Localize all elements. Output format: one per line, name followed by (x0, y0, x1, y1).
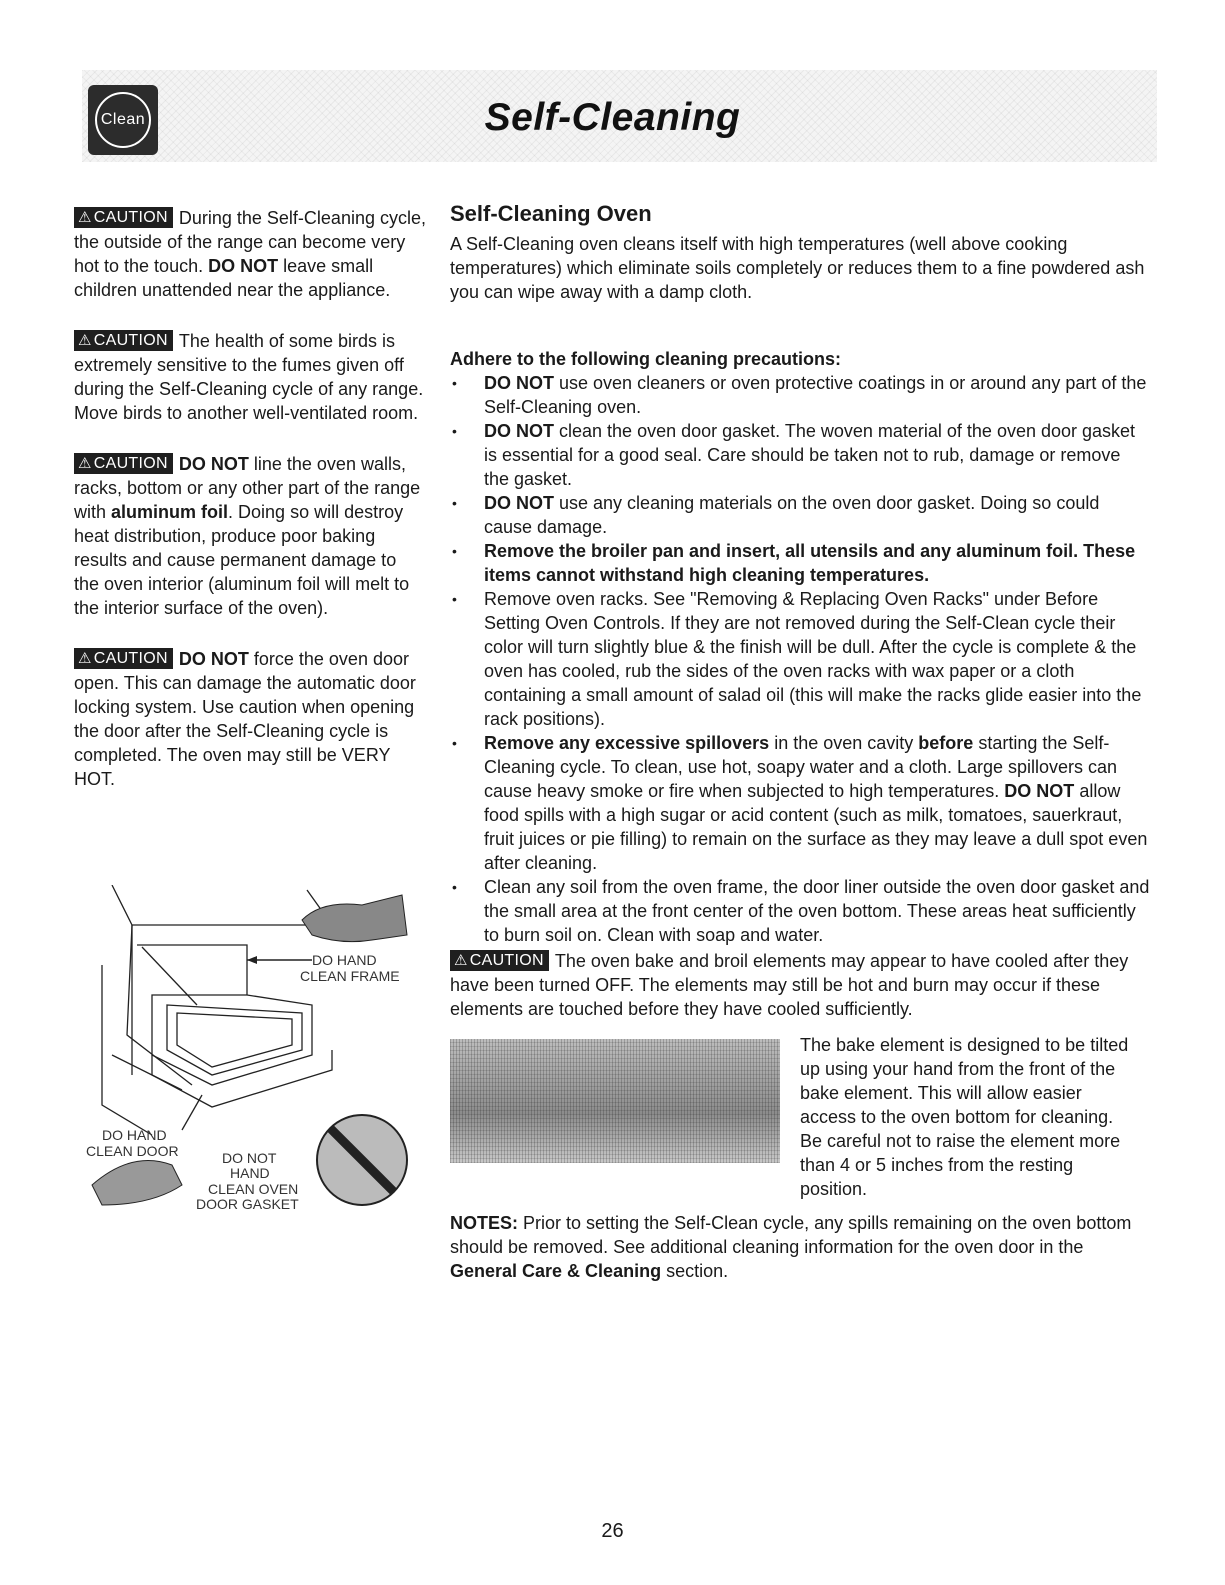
page-number: 26 (601, 1520, 624, 1542)
bake-element-text: The bake element is designed to be tilted up using your hand from the front of the bake element. This will allow easier access to the oven bottom for cleaning. Be careful not to raise the element more than 4 or 5 inches from the resting position. (800, 1035, 1129, 1199)
label-gasket-2: HAND (230, 1165, 270, 1181)
list-item: • Clean any soil from the oven frame, the door liner outside the oven door gasket and the small area at the front center of the oven bottom. These areas heat sufficiently to burn soil on. Clean with soap and water. (450, 875, 1150, 947)
list-item: • DO NOT use any cleaning materials on the oven door gasket. Doing so could cause damage. (450, 491, 1150, 539)
caution-badge: ⚠ CAUTION (74, 330, 173, 351)
bake-element-photo (450, 1039, 780, 1163)
label-gasket-4: DOOR GASKET (196, 1196, 299, 1212)
clean-badge-label: Clean (100, 111, 146, 128)
right-column (450, 200, 1150, 1283)
label-door-1: DO HAND (102, 1127, 167, 1143)
precautions-heading: Adhere to the following cleaning precautions: (450, 349, 842, 369)
label-frame-2: CLEAN FRAME (300, 968, 400, 984)
caution-birds: ⚠ CAUTION The health of some birds is extremely sensitive to the fumes given off during the Self-Cleaning cycle of any range. Move birds to another well-ventilated room. (74, 331, 424, 423)
list-item: • Remove any excessive spillovers in the oven cavity before starting the Self-Cleaning cycle. To clean, use hot, soapy water and a cloth. Large spillovers can cause heavy smoke or fire when subjected to high temperatures. DO NOT allow food spills with a high sugar or acid content (such as milk, tomatoes, sauerkraut, fruit juices or pie filling) to remain on the surface as they may leave a dull spot even after cleaning. (450, 731, 1150, 875)
section-heading: Self-Cleaning Oven (450, 201, 652, 226)
caution-elements: ⚠ CAUTION The oven bake and broil elements may appear to have cooled after they have been turned OFF. The elements may still be hot and burn may occur if these elements are touched before they have cooled sufficiently. (450, 951, 1129, 1019)
caution-badge: ⚠ CAUTION (74, 453, 173, 474)
warning-triangle-icon: ⚠ (454, 952, 468, 969)
precautions-list (450, 371, 1150, 947)
label-door-2: CLEAN DOOR (86, 1143, 179, 1159)
warning-triangle-icon: ⚠ (78, 455, 92, 472)
caution-badge: ⚠ CAUTION (74, 207, 173, 228)
caution-foil: ⚠ CAUTION DO NOT line the oven walls, racks, bottom or any other part of the range with aluminum foil. Doing so will destroy heat distribution, produce poor baking results and cause permanent damage to the oven interior (aluminum foil will melt to the interior surface of the oven). (74, 454, 421, 618)
caution-badge: ⚠ CAUTION (74, 648, 173, 669)
bake-element-block (450, 1033, 1150, 1211)
page-title: Self-Cleaning (484, 96, 741, 139)
warning-triangle-icon: ⚠ (78, 332, 92, 349)
label-gasket-1: DO NOT (222, 1150, 277, 1166)
label-frame-1: DO HAND (312, 952, 377, 968)
list-item: • Remove oven racks. See "Removing & Replacing Oven Racks" under Before Setting Oven Controls. If they are not removed during the Self-Clean cycle their color will turn slightly blue & the finish will be dull. After the cycle is complete & the oven has cooled, rub the sides of the oven racks with wax paper or a cloth containing a small amount of salad oil (this will make the racks glide easier into the rack positions). (450, 587, 1150, 731)
caution-badge: ⚠ CAUTION (450, 950, 549, 971)
list-item: • DO NOT use oven cleaners or oven protective coatings in or around any part of the Self-Cleaning oven. (450, 371, 1150, 419)
caution-children: ⚠ CAUTION During the Self-Cleaning cycle, the outside of the range can become very hot to the touch. DO NOT leave small children unattended near the appliance. (74, 208, 426, 300)
caution-door: ⚠ CAUTION DO NOT force the oven door open. This can damage the automatic door locking system. Use caution when opening the door after the Self-Cleaning cycle is completed. The oven may still be VERY HOT. (74, 649, 416, 789)
left-column (74, 206, 426, 818)
warning-triangle-icon: ⚠ (78, 650, 92, 667)
oven-door-illustration (72, 885, 422, 1225)
list-item: • Remove the broiler pan and insert, all utensils and any aluminum foil. These items cannot withstand high cleaning temperatures. (450, 539, 1150, 587)
warning-triangle-icon: ⚠ (78, 209, 92, 226)
label-gasket-3: CLEAN OVEN (208, 1181, 299, 1197)
notes-paragraph: NOTES: Prior to setting the Self-Clean cycle, any spills remaining on the oven bottom should be removed. See additional cleaning information for the oven door in the General Care & Cleaning section. (450, 1213, 1132, 1281)
list-item: • DO NOT clean the oven door gasket. The woven material of the oven door gasket is essential for a good seal. Care should be taken not to rub, damage or remove the gasket. (450, 419, 1150, 491)
intro-paragraph: A Self-Cleaning oven cleans itself with high temperatures (well above cooking temperatures) which eliminate soils completely or reduces them to a fine powdered ash you can wipe away with a damp cloth. (450, 234, 1145, 302)
